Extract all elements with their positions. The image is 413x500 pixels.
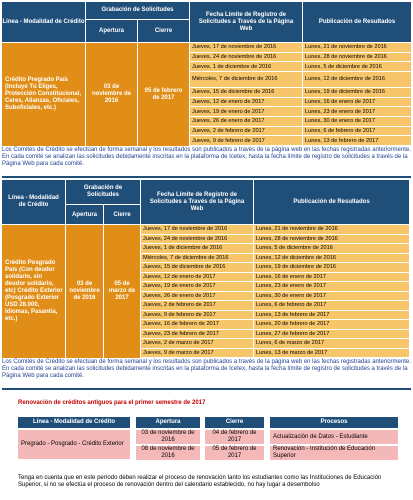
t2-header-fecha-limite: Fecha Límite de Registro de Solicitudes a Través de la Página Web	[141, 180, 253, 224]
renewal-title: Renovación de créditos antiguos para el primer semestre de 2017	[18, 400, 206, 406]
table-row: Jueves, 9 de febrero de 2017	[141, 311, 253, 321]
renewal-header-apertura: Apertura	[136, 417, 200, 428]
t2-header-cierre: Cierre	[104, 204, 140, 224]
table-row: Lunes, 23 de enero de 2017	[303, 107, 411, 117]
table-row: Lunes, 5 de diciembre de 2016	[254, 244, 409, 254]
table-row: Lunes, 19 de diciembre de 2016	[254, 263, 409, 273]
renewal-header-cierre: Cierre	[205, 417, 264, 428]
t1-header-cierre: Cierre	[138, 19, 189, 42]
table-row: Jueves, 1 de diciembre de 2016	[141, 244, 253, 254]
table-row: Lunes, 27 de febrero de 2017	[254, 330, 409, 340]
table-row: Jueves, 15 de diciembre de 2016	[141, 263, 253, 273]
t1-linea-cell: Crédito Pregrado País (Incluye Tú Eliges, Protección Constitucional, Ceres, Alianzas, Oficiales, Suboficiales, etc.)	[2, 43, 85, 146]
table-row: Jueves, 16 de febrero de 2017	[141, 320, 253, 330]
table-row: Jueves, 2 de febrero de 2017	[141, 301, 253, 311]
divider	[2, 176, 411, 178]
renewal-header-procesos: Procesos	[270, 417, 398, 428]
table-row: Jueves, 12 de enero de 2017	[141, 273, 253, 283]
t2-apertura-cell: 03 de noviembre de 2016	[66, 225, 103, 358]
table-row: Jueves, 15 de diciembre de 2016	[190, 88, 302, 98]
divider	[2, 388, 411, 390]
renewal-row2-cierre: 05 de febrero de 2017	[205, 446, 264, 460]
table-row: Lunes, 21 de noviembre de 2016	[254, 225, 409, 235]
t1-header-fecha-limite: Fecha Límite de Registro de Solicitudes a Través de la Página Web	[190, 2, 302, 42]
table-row: Lunes, 6 de febrero de 2017	[254, 301, 409, 311]
table-row: Lunes, 28 de noviembre de 2016	[303, 53, 411, 63]
table-row: Lunes, 16 de enero de 2017	[303, 98, 411, 108]
table-row: Miércoles, 7 de diciembre de 2016	[141, 254, 253, 264]
t2-header-publicacion: Publicación de Resultados	[254, 180, 409, 224]
table-row: Lunes, 6 de febrero de 2017	[303, 127, 411, 137]
renewal-linea-cell: Pregrado - Posgrado - Crédito Exterior	[18, 430, 130, 459]
t2-header-linea: Línea - Modalidad de Crédito	[2, 180, 65, 224]
table-row: Lunes, 13 de febrero de 2017	[303, 136, 411, 146]
table-row: Jueves, 2 de febrero de 2017	[190, 127, 302, 137]
t2-cierre-cell: 05 de marzo de 2017	[104, 225, 140, 358]
table-row: Jueves, 26 de enero de 2017	[141, 292, 253, 302]
t1-resultados-column	[303, 43, 411, 146]
table-row: Jueves, 1 de diciembre de 2016	[190, 62, 302, 72]
table-row: Lunes, 20 de febrero de 2017	[254, 320, 409, 330]
renewal-row2-proceso: Renovación - Institución de Educación Superior	[270, 446, 398, 460]
table-row: Lunes, 12 de diciembre de 2016	[254, 254, 409, 264]
table-row: Miércoles, 7 de diciembre de 2016	[190, 72, 302, 88]
t1-header-linea: Línea - Modalidad de Crédito	[2, 2, 85, 42]
table-row: Lunes, 13 de marzo de 2017	[254, 349, 409, 359]
table-row: Lunes, 12 de diciembre de 2016	[303, 72, 411, 88]
t1-header-grabacion: Grabación de Solicitudes	[86, 2, 189, 19]
table-row: Jueves, 2 de marzo de 2017	[141, 339, 253, 349]
t2-fechas-column	[141, 225, 253, 358]
table-row: Jueves, 26 de enero de 2017	[190, 117, 302, 127]
table-row: Lunes, 16 de enero de 2017	[254, 273, 409, 283]
table-row: Jueves, 24 de noviembre de 2016	[190, 53, 302, 63]
table-row: Jueves, 17 de noviembre de 2016	[190, 43, 302, 53]
t2-linea-cell: Crédito Posgrado País (Con deudor solidario, sin deudor solidario, etc) Crédito Exterior (Posgrado Exterior USD 28.000, Idiomas, Pasantía, etc.)	[2, 225, 65, 358]
table-row: Jueves, 24 de noviembre de 2016	[141, 235, 253, 245]
t1-note: Los Comités de Crédito se efectúan de forma semanal y los resultados son publicados a través de la página web en las fechas registradas anteriormente. En cada comité se analizan las solicitudes debidamente inscritas en la plataforma de Icetex, hasta la fecha límite de registro de solicitudes a través de la Página Web para cada comité.	[2, 147, 411, 167]
renewal-row2-apertura: 08 de noviembre de 2016	[136, 446, 200, 460]
t2-header-grabacion: Grabación de Solicitudes	[66, 180, 140, 204]
table-row: Jueves, 12 de enero de 2017	[190, 98, 302, 108]
t1-cierre-cell: 05 de febrero de 2017	[138, 43, 189, 146]
table-row: Jueves, 9 de febrero de 2017	[190, 136, 302, 146]
t1-fechas-column	[190, 43, 302, 146]
table-row: Lunes, 30 de enero de 2017	[303, 117, 411, 127]
table-row: Lunes, 19 de diciembre de 2016	[303, 88, 411, 98]
table-row: Lunes, 13 de febrero de 2017	[254, 311, 409, 321]
table-row: Lunes, 5 de diciembre de 2016	[303, 62, 411, 72]
table-row: Jueves, 17 de noviembre de 2016	[141, 225, 253, 235]
table-row: Lunes, 28 de noviembre de 2016	[254, 235, 409, 245]
renewal-row1-apertura: 03 de noviembre de 2016	[136, 430, 200, 444]
table-row: Jueves, 9 de marzo de 2017	[141, 349, 253, 359]
t1-apertura-cell: 03 de noviembre de 2016	[86, 43, 137, 146]
t2-note: Los Comités de Crédito se efectúan de forma semanal y los resultados son publicados a través de la página web en las fechas registradas anteriormente. En cada comité se analizan las solicitudes debidamente inscritas en la plataforma de Icetex, hasta la fecha límite de registro de solicitudes a través de la Página Web para cada comité.	[2, 359, 411, 379]
t1-header-apertura: Apertura	[86, 19, 137, 42]
table-row: Jueves, 19 de enero de 2017	[141, 282, 253, 292]
renewal-footer: Tenga en cuenta que en este período deben realizar el proceso de renovación tanto los estudiantes como las Instituciones de Educación Superior, si no se efectúa el proceso de renovación dentro del calendario establecido, no hay lugar a desembolso	[18, 475, 382, 488]
table-row: Lunes, 6 de marzo de 2017	[254, 339, 409, 349]
renewal-row1-cierre: 04 de febrero de 2017	[205, 430, 264, 444]
t1-header-publicacion: Publicación de Resultados	[303, 2, 411, 42]
t2-header-apertura: Apertura	[66, 204, 103, 224]
t2-resultados-column	[254, 225, 409, 358]
table-row: Jueves, 19 de enero de 2017	[190, 107, 302, 117]
table-row: Lunes, 23 de enero de 2017	[254, 282, 409, 292]
table-row: Lunes, 21 de noviembre de 2016	[303, 43, 411, 53]
table-row: Lunes, 30 de enero de 2017	[254, 292, 409, 302]
renewal-header-linea: Línea - Modalidad de Crédito	[18, 417, 130, 428]
renewal-row1-proceso: Actualización de Datos - Estudiante	[270, 430, 398, 444]
table-row: Jueves, 23 de febrero de 2017	[141, 330, 253, 340]
